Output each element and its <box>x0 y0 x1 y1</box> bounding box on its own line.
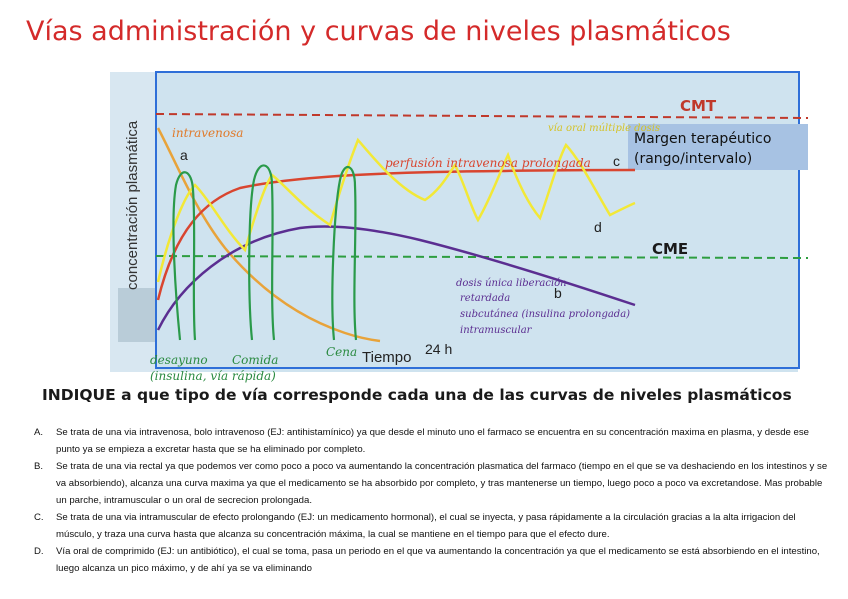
answer-item-a <box>34 424 834 458</box>
annotation-oral-multiple: vía oral múltiple dosis <box>548 123 661 134</box>
annotation-dosis-unica-2: retardada <box>460 293 511 304</box>
answer-item-b <box>34 458 834 509</box>
annotation-bottom-1b: (insulina, vía rápida) <box>150 369 276 383</box>
margin-label-line1: Margen terapéutico <box>634 131 772 147</box>
annotation-dosis-unica-4: intramuscular <box>460 325 532 336</box>
question-heading: INDIQUE a que tipo de vía corresponde cada una de las curvas de niveles plasmáticos <box>42 386 792 404</box>
cme-label: CME <box>652 240 689 258</box>
answer-list <box>34 424 834 577</box>
answer-text: Se trata de una via intravenosa, bolo intravenoso (EJ: antihistamínico) ya que desde el minuto uno el farmaco se encuentra en su concentración maxima en plasma, y desde ese punto ya se empieza a excretar hasta que se ha eliminado por completo. <box>56 427 810 455</box>
annotation-dosis-unica-3: subcutánea (insulina prolongada) <box>460 309 631 320</box>
curve-letter-b: b <box>554 285 562 301</box>
curve-letter-a: a <box>180 147 188 163</box>
annotation-dosis-unica-1: dosis única liberación <box>456 278 567 289</box>
answer-item-c <box>34 509 834 543</box>
answer-letter: A. <box>34 427 44 438</box>
answer-letter: B. <box>34 461 44 472</box>
annotation-bottom-2: Comida <box>232 353 279 367</box>
answer-item-d <box>34 543 834 577</box>
y-axis-label: concentración plasmática <box>124 120 141 290</box>
y-axis-base-block <box>118 288 156 342</box>
annotation-intravenosa: intravenosa <box>172 126 244 140</box>
curve-letter-c: c <box>613 153 620 169</box>
answer-letter: D. <box>34 546 44 557</box>
answer-text: Se trata de una via rectal ya que podemos ver como poco a poco va aumentando la concentración plasmatica del farmaco (tiempo en el que se va deshaciendo en los intestinos y se va absorbiendo), alcanza una curva maxima ya que el medicamento se ha absorbido por completo, y tras mantenerse un tiempo, luego poco a poco va excretandose. Mas probable un parche, intramuscular o un oral de secrecion prolongada. <box>56 461 828 506</box>
slide-title: Vías administración y curvas de niveles plasmáticos <box>26 16 731 47</box>
x-axis-label: Tiempo <box>362 349 412 366</box>
x-axis-end-label-text: 24 h <box>425 341 453 357</box>
annotation-bottom-3: Cena <box>326 345 358 359</box>
answer-letter: C. <box>34 512 44 523</box>
plot-background <box>110 72 805 372</box>
cmt-label: CMT <box>680 97 717 115</box>
answer-text: Se trata de una via intramuscular de efecto prolongando (EJ: un medicamento hormonal), el cual se inyecta, y pasa rápidamente a la circulación gracias a la alta irrigacion del músculo, y traza una curva hasta que alcanza su concentración máxima, la cual se mantiene en el tiempo para que el efecto dure. <box>56 512 796 540</box>
curve-letter-d: d <box>594 219 602 235</box>
answer-text: Vía oral de comprimido (EJ: un antibiótico), el cual se toma, pasa un periodo en el que va aumentando la concentración ya que el medicamento se está absorbiendo en el intestino, luego alcanza un pico máximo, y de ahí ya se va eliminando <box>56 546 820 574</box>
annotation-perfusion: perfusión intravenosa prolongada <box>385 156 591 170</box>
annotation-bottom-1a: desayuno <box>150 353 208 367</box>
margin-label-line2: (rango/intervalo) <box>634 151 753 167</box>
